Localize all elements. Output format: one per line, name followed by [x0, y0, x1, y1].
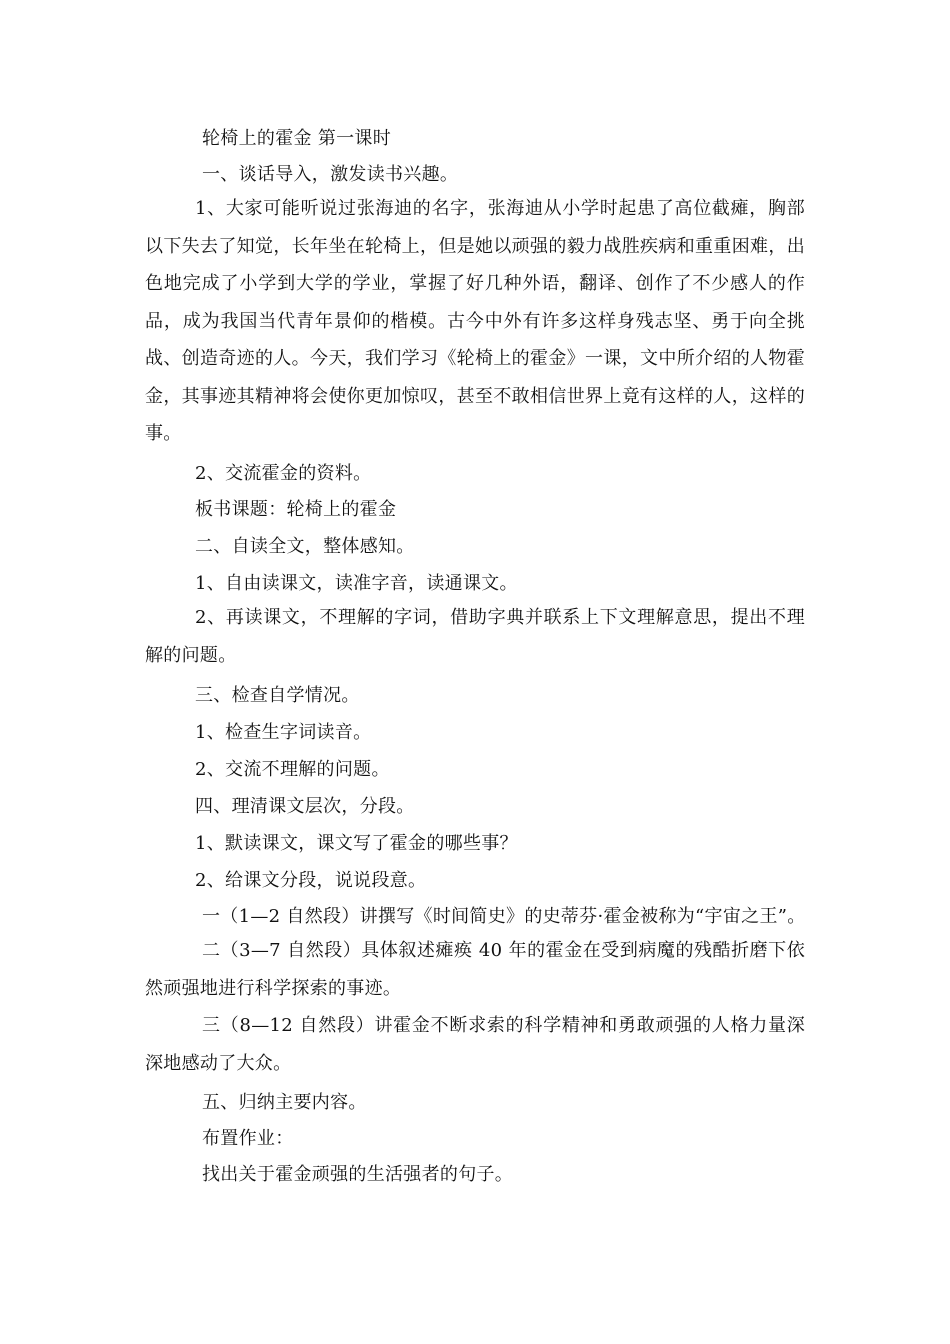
section-heading-2: 二、自读全文，整体感知。: [195, 536, 415, 557]
lesson-title: 轮椅上的霍金 第一课时: [202, 128, 392, 149]
homework-label: 布置作业：: [202, 1128, 294, 1149]
section-heading-4: 四、理清课文层次，分段。: [195, 796, 415, 817]
section-heading-1: 一、谈话导入，激发读书兴趣。: [202, 164, 459, 185]
list-item-reread: 2、再读课文，不理解的字词，借助字典并联系上下文理解意思，提出不理解的问题。: [145, 607, 805, 666]
intro-paragraph: 1、大家可能听说过张海迪的名字，张海迪从小学时起患了高位截瘫，胸部以下失去了知觉，长年坐在轮椅上，但是她以顽强的毅力战胜疾病和重重困难，出色地完成了小学到大学的学业，掌握了好几种外语，翻译、创作了不少感人的作品，成为我国当代青年景仰的楷模。古今中外有许多这样身残志坚、勇于向全挑战、创造奇迹的人。今天，我们学习《轮椅上的霍金》一课，文中所介绍的人物霍金，其事迹其精神将会使你更加惊叹，甚至不敢相信世界上竟有这样的人，这样的事。: [145, 198, 805, 444]
section-summary-1: 一（1—2 自然段）讲撰写《时间简史》的史蒂芬·霍金被称为“宇宙之王”。: [202, 906, 806, 927]
list-item-free-read: 1、自由读课文，读准字音，读通课文。: [195, 573, 518, 594]
section-heading-5: 五、归纳主要内容。: [202, 1092, 367, 1113]
homework-text: 找出关于霍金顽强的生活强者的句子。: [202, 1164, 514, 1185]
list-item-check-pronunciation: 1、检查生字词读音。: [195, 722, 372, 743]
section-summary-3: 三（8—12 自然段）讲霍金不断求索的科学精神和勇敢顽强的人格力量深深地感动了大众。: [145, 1015, 805, 1074]
list-item-exchange-info: 2、交流霍金的资料。: [195, 463, 372, 484]
section-summary-2: 二（3—7 自然段）具体叙述瘫痪 40 年的霍金在受到病魔的残酷折磨下依然顽强地进行科学探索的事迹。: [145, 940, 805, 999]
list-item-discuss-questions: 2、交流不理解的问题。: [195, 759, 390, 780]
list-item-divide-sections: 2、给课文分段，说说段意。: [195, 870, 427, 891]
section-heading-3: 三、检查自学情况。: [195, 685, 360, 706]
board-title: 板书课题：轮椅上的霍金: [195, 499, 397, 520]
list-item-silent-read: 1、默读课文，课文写了霍金的哪些事？: [195, 833, 518, 854]
